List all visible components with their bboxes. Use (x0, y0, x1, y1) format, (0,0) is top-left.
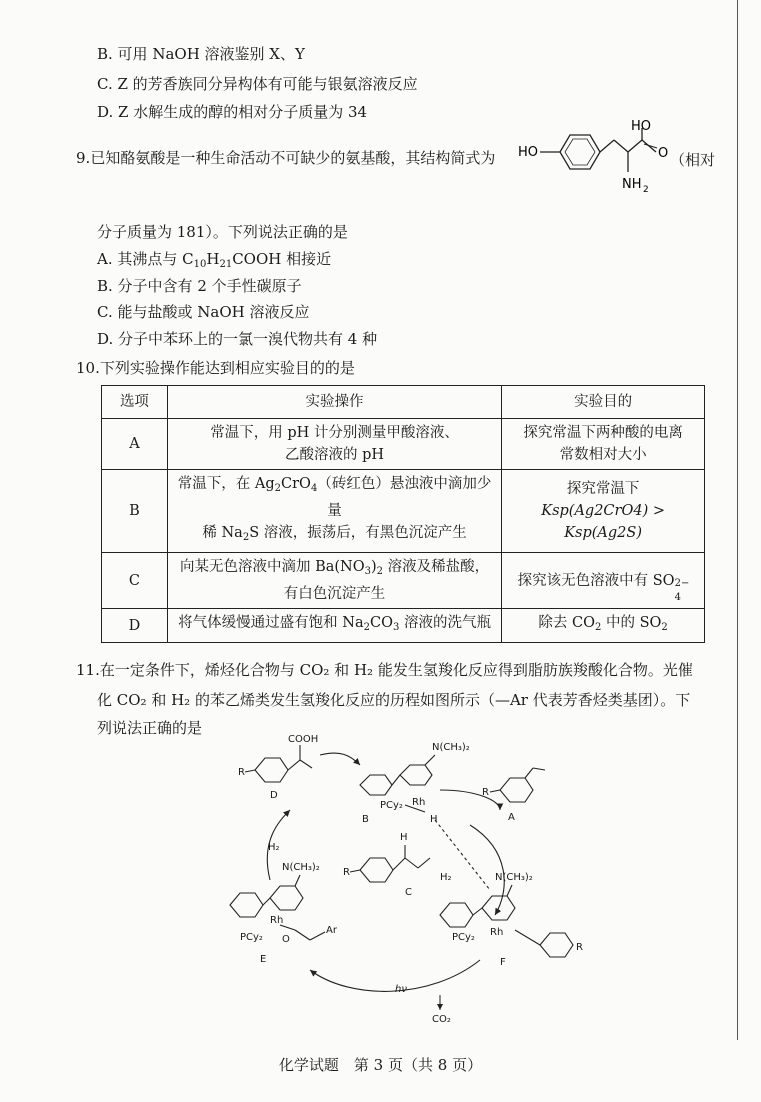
experiment-table (101, 385, 705, 643)
row-d-goal-sub1: 2 (595, 622, 602, 633)
h2-middle-label: H₂ (440, 872, 452, 883)
compound-e (230, 875, 325, 940)
table-row-d (102, 609, 705, 643)
reaction-cycle-diagram (200, 730, 600, 1030)
arrow-d-to-b (320, 753, 360, 765)
row-d-op-sub1: 2 (363, 622, 370, 633)
b-rh-label: Rh (412, 797, 426, 808)
row-a-key: A (102, 419, 168, 470)
b-nme2-label: N(CH₃)₂ (432, 742, 470, 753)
e-o-label: O (282, 934, 290, 945)
header-goal: 实验目的 (502, 386, 705, 419)
row-d-goal-sub2: 2 (661, 622, 668, 633)
header-option: 选项 (102, 386, 168, 419)
tyrosine-oh-top: HO (631, 120, 652, 134)
e-ar-label: Ar (326, 925, 337, 936)
row-c-op-sub2: 2 (376, 566, 384, 577)
q9-option-a (97, 249, 331, 275)
row-b-op-a: 常温下，在 Ag (177, 476, 275, 492)
row-d-goal-b: 中的 SO (601, 615, 662, 631)
row-d-op-a: 将气体缓慢通过盛有饱和 Na (178, 615, 364, 631)
row-d-goal (502, 609, 705, 643)
tyrosine-ho-left: HO (518, 145, 539, 160)
q9-a-text-3: COOH 相接近 (232, 250, 332, 268)
row-c-operation (167, 553, 501, 609)
row-a-goal-line2: 常数相对大小 (559, 447, 647, 463)
row-b-op-sub1: 2 (274, 483, 282, 494)
header-operation: 实验操作 (167, 386, 501, 419)
table-row-a (102, 419, 705, 470)
e-pcy2-label: PCy₂ (240, 932, 263, 943)
compound-d (245, 745, 312, 782)
right-margin-line (737, 0, 738, 1040)
q9-option-c: C. 能与盐酸或 NaOH 溶液反应 (97, 303, 310, 321)
hv-label: hν (395, 984, 407, 995)
f-pcy2-label: PCy₂ (452, 932, 475, 943)
compound-f (440, 885, 573, 957)
tyrosine-o: O (658, 146, 669, 161)
q8-option-d: D. Z 水解生成的醇的相对分子质量为 34 (97, 103, 368, 121)
row-b-goal-line2: Ksp(Ag2CrO4) > Ksp(Ag2S) (541, 503, 665, 541)
row-c-goal-text: 探究该无色溶液中有 SO (517, 572, 675, 589)
q11-line3: 列说法正确的是 (97, 719, 203, 737)
a-r-label: R (482, 787, 489, 798)
h2-left-label: H₂ (268, 842, 280, 853)
row-c-goal (502, 553, 705, 609)
row-a-op-line1: 常温下，用 pH 计分别测量甲酸溶液、 (210, 425, 459, 441)
compound-a (490, 768, 545, 802)
row-b-key: B (102, 470, 168, 553)
q11-number: 11. (76, 661, 100, 679)
tyrosine-nh: NH (622, 177, 642, 192)
q11-line1-text: 在一定条件下，烯烃化合物与 CO₂ 和 H₂ 能发生氢羧化反应得到脂肪族羧酸化合物。光催 (99, 661, 693, 679)
compound-c (350, 845, 430, 882)
row-c-op-a: 向某无色溶液中滴加 Ba(NO (179, 559, 365, 575)
q9-stem-a: 已知酪氨酸是一种生命活动不可缺少的氨基酸，其结构简式为 (90, 149, 496, 167)
e-nme2-label: N(CH₃)₂ (282, 862, 320, 873)
q10-number: 10. (76, 359, 100, 377)
row-b-op-sub2: 4 (310, 483, 318, 494)
q9-option-d: D. 分子中苯环上的一氯一溴代物共有 4 种 (97, 330, 378, 348)
q9-number: 9. (76, 149, 91, 167)
table-row-c (102, 553, 705, 609)
row-c-key: C (102, 553, 168, 609)
q9-option-b: B. 分子中含有 2 个手性碳原子 (97, 277, 302, 295)
q11-line2: 化 CO₂ 和 H₂ 的苯乙烯类发生氢羧化反应的历程如图所示（—Ar 代表芳香烃类基团）。下 (97, 691, 691, 709)
q9-stem-line2: 分子质量为 181）。下列说法正确的是 (97, 223, 348, 241)
f-rh-label: Rh (490, 927, 504, 938)
d-cooh-label: COOH (288, 734, 319, 745)
q9-a-text-1: A. 其沸点与 C (97, 250, 194, 268)
c-r-label: R (343, 867, 350, 878)
q10-stem-text: 下列实验操作能达到相应实验目的的是 (99, 359, 355, 377)
q9-a-sub-1: 10 (193, 259, 207, 270)
q9-stem-b: （相对 (670, 151, 716, 169)
row-a-goal-line1: 探究常温下两种酸的电离 (523, 425, 683, 441)
row-b-operation (167, 470, 501, 553)
row-b-goal (502, 470, 705, 553)
label-e: E (260, 954, 267, 965)
row-d-goal-a: 除去 CO (538, 615, 595, 631)
row-c-goal-sub: 4 (674, 591, 681, 603)
row-a-operation (167, 419, 501, 470)
q10-stem (76, 358, 355, 378)
row-a-goal (502, 419, 705, 470)
row-b-op2-b: S 溶液，振荡后，有黑色沉淀产生 (249, 525, 467, 541)
q8-option-c: C. Z 的芳香族同分异构体有可能与银氨溶液反应 (97, 75, 418, 93)
row-b-op-b: CrO (281, 476, 311, 492)
arrow-a-to-b (440, 790, 500, 810)
d-r-label: R (238, 767, 245, 778)
q11-line1 (76, 660, 693, 680)
b-h-label: H (430, 814, 438, 825)
row-b-op2-sub: 2 (242, 532, 250, 543)
page-footer: 化学试题 第 3 页（共 8 页） (278, 1056, 483, 1074)
q9-stem-line1 (76, 148, 495, 168)
row-b-op-c: （砖红色）悬浊液中滴加少量 (317, 476, 492, 519)
row-c-op-line2: 有白色沉淀产生 (283, 586, 386, 602)
f-r-label: R (576, 942, 583, 953)
label-c: C (405, 887, 412, 898)
row-d-key: D (102, 609, 168, 643)
c-h-label: H (400, 832, 408, 843)
row-c-goal-sup: 2− (674, 577, 690, 589)
tyrosine-nh2-sub: 2 (643, 185, 649, 195)
q9-a-sub-2: 21 (219, 259, 233, 270)
table-header-row (102, 386, 705, 419)
label-b: B (362, 814, 369, 825)
label-f: F (500, 957, 506, 968)
q9-a-text-2: H (206, 250, 220, 268)
row-c-op-sub1: 3 (364, 566, 371, 577)
row-c-op-b: ) (370, 559, 377, 575)
label-a: A (508, 812, 515, 823)
co2-label: CO₂ (432, 1014, 451, 1025)
q8-option-b: B. 可用 NaOH 溶液鉴别 X、Y (97, 45, 305, 63)
label-d: D (270, 790, 278, 801)
row-d-op-sub2: 3 (392, 622, 400, 633)
row-d-operation (167, 609, 501, 643)
row-b-op2-a: 稀 Na (202, 525, 243, 541)
f-nme2-label: N(CH₃)₂ (495, 872, 533, 883)
row-c-op-c: 溶液及稀盐酸， (383, 559, 490, 575)
row-a-op-line2: 乙酸溶液的 pH (285, 447, 385, 463)
b-pcy2-label: PCy₂ (380, 800, 403, 811)
e-rh-label: Rh (270, 915, 284, 926)
row-d-op-b: CO (369, 615, 393, 631)
row-d-op-c: 溶液的洗气瓶 (399, 615, 491, 631)
table-row-b (102, 470, 705, 553)
tyrosine-structure (518, 120, 673, 210)
row-b-goal-line1: 探究常温下 (566, 481, 640, 497)
